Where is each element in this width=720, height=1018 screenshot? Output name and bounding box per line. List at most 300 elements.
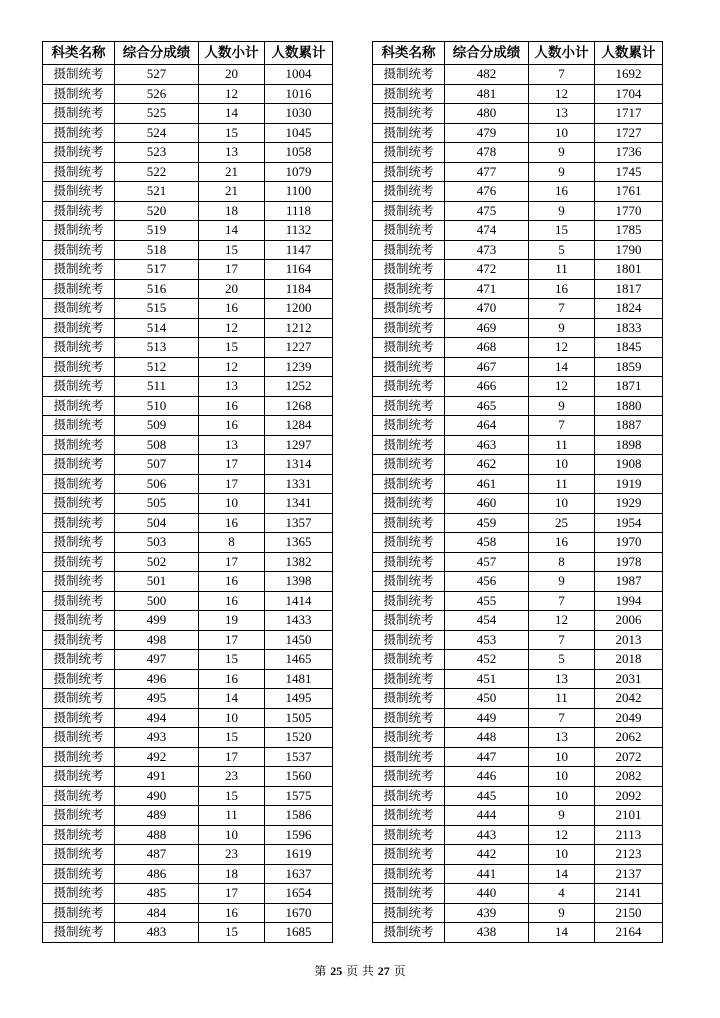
cell-count: 11 bbox=[529, 435, 595, 455]
cell-cumulative: 1685 bbox=[265, 923, 333, 943]
cell-cumulative: 1736 bbox=[595, 143, 663, 163]
cell-cumulative: 2013 bbox=[595, 630, 663, 650]
cell-cumulative: 1414 bbox=[265, 591, 333, 611]
footer-page-number: 25 bbox=[330, 964, 343, 978]
cell-cumulative: 1212 bbox=[265, 318, 333, 338]
cell-count: 15 bbox=[199, 240, 265, 260]
cell-category: 摄制统考 bbox=[373, 650, 445, 670]
cell-count: 23 bbox=[199, 767, 265, 787]
table-row bbox=[43, 806, 333, 826]
cell-category: 摄制统考 bbox=[373, 104, 445, 124]
cell-category: 摄制统考 bbox=[373, 552, 445, 572]
cell-category: 摄制统考 bbox=[373, 221, 445, 241]
cell-score: 515 bbox=[115, 299, 199, 319]
cell-score: 503 bbox=[115, 533, 199, 553]
table-row bbox=[43, 182, 333, 202]
table-row bbox=[43, 299, 333, 319]
cell-count: 16 bbox=[199, 903, 265, 923]
cell-count: 15 bbox=[199, 728, 265, 748]
cell-category: 摄制统考 bbox=[43, 825, 115, 845]
cell-count: 10 bbox=[529, 455, 595, 475]
cell-cumulative: 2042 bbox=[595, 689, 663, 709]
cell-cumulative: 1898 bbox=[595, 435, 663, 455]
cell-cumulative: 1433 bbox=[265, 611, 333, 631]
cell-cumulative: 1908 bbox=[595, 455, 663, 475]
cell-count: 14 bbox=[199, 221, 265, 241]
cell-score: 465 bbox=[445, 396, 529, 416]
header-score: 综合分成绩 bbox=[115, 42, 199, 65]
table-row bbox=[43, 864, 333, 884]
page-footer bbox=[0, 962, 720, 979]
cell-score: 481 bbox=[445, 84, 529, 104]
table-row bbox=[373, 279, 663, 299]
cell-score: 472 bbox=[445, 260, 529, 280]
table-row bbox=[43, 572, 333, 592]
cell-score: 508 bbox=[115, 435, 199, 455]
cell-cumulative: 1147 bbox=[265, 240, 333, 260]
cell-category: 摄制统考 bbox=[43, 240, 115, 260]
cell-category: 摄制统考 bbox=[373, 845, 445, 865]
cell-cumulative: 1520 bbox=[265, 728, 333, 748]
table-row bbox=[43, 318, 333, 338]
table-row bbox=[373, 806, 663, 826]
cell-category: 摄制统考 bbox=[373, 669, 445, 689]
cell-score: 467 bbox=[445, 357, 529, 377]
cell-category: 摄制统考 bbox=[373, 903, 445, 923]
cell-score: 518 bbox=[115, 240, 199, 260]
cell-cumulative: 1382 bbox=[265, 552, 333, 572]
cell-count: 13 bbox=[529, 728, 595, 748]
cell-score: 480 bbox=[445, 104, 529, 124]
cell-count: 15 bbox=[199, 923, 265, 943]
cell-cumulative: 1314 bbox=[265, 455, 333, 475]
cell-category: 摄制统考 bbox=[43, 903, 115, 923]
cell-cumulative: 1560 bbox=[265, 767, 333, 787]
cell-score: 498 bbox=[115, 630, 199, 650]
footer-prefix: 第 bbox=[314, 964, 327, 978]
cell-count: 20 bbox=[199, 65, 265, 85]
table-row bbox=[43, 84, 333, 104]
cell-count: 12 bbox=[529, 338, 595, 358]
cell-score: 522 bbox=[115, 162, 199, 182]
cell-score: 509 bbox=[115, 416, 199, 436]
table-row bbox=[373, 396, 663, 416]
cell-score: 491 bbox=[115, 767, 199, 787]
table-row bbox=[373, 221, 663, 241]
table-row bbox=[43, 416, 333, 436]
cell-cumulative: 1929 bbox=[595, 494, 663, 514]
cell-category: 摄制统考 bbox=[43, 884, 115, 904]
table-row bbox=[373, 845, 663, 865]
cell-category: 摄制统考 bbox=[43, 435, 115, 455]
table-row bbox=[43, 513, 333, 533]
cell-count: 16 bbox=[529, 279, 595, 299]
cell-category: 摄制统考 bbox=[373, 182, 445, 202]
cell-count: 9 bbox=[529, 572, 595, 592]
table-row bbox=[373, 338, 663, 358]
cell-cumulative: 1004 bbox=[265, 65, 333, 85]
cell-category: 摄制统考 bbox=[43, 104, 115, 124]
cell-score: 441 bbox=[445, 864, 529, 884]
cell-category: 摄制统考 bbox=[43, 513, 115, 533]
cell-count: 7 bbox=[529, 591, 595, 611]
cell-category: 摄制统考 bbox=[43, 396, 115, 416]
cell-category: 摄制统考 bbox=[43, 611, 115, 631]
cell-score: 444 bbox=[445, 806, 529, 826]
table-row bbox=[43, 630, 333, 650]
cell-category: 摄制统考 bbox=[373, 806, 445, 826]
cell-score: 496 bbox=[115, 669, 199, 689]
cell-cumulative: 1619 bbox=[265, 845, 333, 865]
cell-category: 摄制统考 bbox=[43, 630, 115, 650]
cell-count: 17 bbox=[199, 474, 265, 494]
cell-category: 摄制统考 bbox=[43, 747, 115, 767]
table-row bbox=[373, 903, 663, 923]
cell-category: 摄制统考 bbox=[43, 455, 115, 475]
cell-cumulative: 1252 bbox=[265, 377, 333, 397]
cell-count: 14 bbox=[199, 104, 265, 124]
cell-score: 490 bbox=[115, 786, 199, 806]
cell-category: 摄制统考 bbox=[373, 455, 445, 475]
cell-count: 9 bbox=[529, 143, 595, 163]
table-row bbox=[43, 474, 333, 494]
cell-count: 8 bbox=[199, 533, 265, 553]
cell-cumulative: 1785 bbox=[595, 221, 663, 241]
cell-category: 摄制统考 bbox=[373, 416, 445, 436]
cell-cumulative: 1284 bbox=[265, 416, 333, 436]
cell-score: 438 bbox=[445, 923, 529, 943]
table-row bbox=[43, 786, 333, 806]
cell-count: 16 bbox=[199, 669, 265, 689]
cell-score: 492 bbox=[115, 747, 199, 767]
cell-cumulative: 2164 bbox=[595, 923, 663, 943]
cell-cumulative: 1465 bbox=[265, 650, 333, 670]
cell-cumulative: 1495 bbox=[265, 689, 333, 709]
cell-cumulative: 1268 bbox=[265, 396, 333, 416]
cell-category: 摄制统考 bbox=[373, 689, 445, 709]
table-row bbox=[373, 260, 663, 280]
cell-score: 478 bbox=[445, 143, 529, 163]
table-row bbox=[43, 708, 333, 728]
cell-category: 摄制统考 bbox=[43, 338, 115, 358]
cell-category: 摄制统考 bbox=[43, 650, 115, 670]
cell-category: 摄制统考 bbox=[43, 689, 115, 709]
table-row bbox=[373, 689, 663, 709]
cell-score: 507 bbox=[115, 455, 199, 475]
table-row bbox=[373, 552, 663, 572]
cell-score: 440 bbox=[445, 884, 529, 904]
cell-score: 450 bbox=[445, 689, 529, 709]
table-row bbox=[373, 747, 663, 767]
cell-count: 23 bbox=[199, 845, 265, 865]
cell-cumulative: 1871 bbox=[595, 377, 663, 397]
cell-count: 5 bbox=[529, 240, 595, 260]
cell-count: 7 bbox=[529, 708, 595, 728]
cell-cumulative: 1817 bbox=[595, 279, 663, 299]
table-row bbox=[373, 591, 663, 611]
cell-category: 摄制统考 bbox=[43, 162, 115, 182]
cell-cumulative: 1970 bbox=[595, 533, 663, 553]
cell-score: 511 bbox=[115, 377, 199, 397]
cell-category: 摄制统考 bbox=[373, 240, 445, 260]
cell-cumulative: 1341 bbox=[265, 494, 333, 514]
cell-cumulative: 2018 bbox=[595, 650, 663, 670]
table-row bbox=[43, 455, 333, 475]
footer-total-pages: 27 bbox=[377, 964, 390, 978]
cell-category: 摄制统考 bbox=[373, 572, 445, 592]
cell-category: 摄制统考 bbox=[43, 591, 115, 611]
cell-score: 471 bbox=[445, 279, 529, 299]
cell-score: 468 bbox=[445, 338, 529, 358]
cell-category: 摄制统考 bbox=[373, 533, 445, 553]
cell-cumulative: 1118 bbox=[265, 201, 333, 221]
cell-count: 16 bbox=[199, 416, 265, 436]
cell-cumulative: 1770 bbox=[595, 201, 663, 221]
cell-score: 439 bbox=[445, 903, 529, 923]
table-row bbox=[43, 689, 333, 709]
cell-count: 16 bbox=[199, 572, 265, 592]
cell-score: 451 bbox=[445, 669, 529, 689]
cell-score: 464 bbox=[445, 416, 529, 436]
cell-score: 495 bbox=[115, 689, 199, 709]
table-row bbox=[373, 669, 663, 689]
cell-score: 462 bbox=[445, 455, 529, 475]
cell-cumulative: 2150 bbox=[595, 903, 663, 923]
cell-count: 9 bbox=[529, 201, 595, 221]
table-row bbox=[43, 611, 333, 631]
cell-cumulative: 1717 bbox=[595, 104, 663, 124]
cell-score: 494 bbox=[115, 708, 199, 728]
cell-score: 493 bbox=[115, 728, 199, 748]
cell-category: 摄制统考 bbox=[373, 630, 445, 650]
cell-score: 477 bbox=[445, 162, 529, 182]
cell-score: 469 bbox=[445, 318, 529, 338]
cell-cumulative: 1164 bbox=[265, 260, 333, 280]
cell-score: 442 bbox=[445, 845, 529, 865]
cell-cumulative: 1079 bbox=[265, 162, 333, 182]
cell-cumulative: 1987 bbox=[595, 572, 663, 592]
table-row bbox=[43, 552, 333, 572]
cell-score: 455 bbox=[445, 591, 529, 611]
cell-count: 20 bbox=[199, 279, 265, 299]
cell-score: 501 bbox=[115, 572, 199, 592]
cell-cumulative: 1801 bbox=[595, 260, 663, 280]
cell-count: 4 bbox=[529, 884, 595, 904]
table-row bbox=[373, 923, 663, 943]
table-row bbox=[373, 104, 663, 124]
cell-count: 10 bbox=[529, 747, 595, 767]
cell-score: 443 bbox=[445, 825, 529, 845]
cell-count: 17 bbox=[199, 884, 265, 904]
cell-category: 摄制统考 bbox=[43, 357, 115, 377]
cell-count: 16 bbox=[529, 533, 595, 553]
score-table-left bbox=[42, 41, 333, 943]
cell-cumulative: 2113 bbox=[595, 825, 663, 845]
cell-category: 摄制统考 bbox=[43, 728, 115, 748]
cell-category: 摄制统考 bbox=[43, 123, 115, 143]
cell-count: 16 bbox=[199, 513, 265, 533]
cell-cumulative: 1845 bbox=[595, 338, 663, 358]
table-row bbox=[43, 104, 333, 124]
table-row bbox=[43, 396, 333, 416]
cell-category: 摄制统考 bbox=[43, 708, 115, 728]
cell-count: 16 bbox=[199, 396, 265, 416]
cell-category: 摄制统考 bbox=[43, 786, 115, 806]
cell-cumulative: 1859 bbox=[595, 357, 663, 377]
table-header-row bbox=[373, 42, 663, 65]
table-row bbox=[373, 201, 663, 221]
header-count: 人数小计 bbox=[529, 42, 595, 65]
cell-category: 摄制统考 bbox=[373, 728, 445, 748]
table-row bbox=[43, 903, 333, 923]
cell-score: 513 bbox=[115, 338, 199, 358]
cell-category: 摄制统考 bbox=[43, 494, 115, 514]
cell-count: 10 bbox=[199, 494, 265, 514]
cell-cumulative: 1505 bbox=[265, 708, 333, 728]
cell-score: 510 bbox=[115, 396, 199, 416]
cell-category: 摄制统考 bbox=[43, 533, 115, 553]
table-row bbox=[373, 377, 663, 397]
table-row bbox=[43, 650, 333, 670]
cell-score: 461 bbox=[445, 474, 529, 494]
cell-category: 摄制统考 bbox=[373, 279, 445, 299]
table-row bbox=[43, 338, 333, 358]
cell-cumulative: 1994 bbox=[595, 591, 663, 611]
cell-score: 487 bbox=[115, 845, 199, 865]
cell-category: 摄制统考 bbox=[43, 923, 115, 943]
table-row bbox=[43, 845, 333, 865]
cell-cumulative: 1824 bbox=[595, 299, 663, 319]
cell-cumulative: 1365 bbox=[265, 533, 333, 553]
cell-category: 摄制统考 bbox=[43, 143, 115, 163]
cell-cumulative: 2049 bbox=[595, 708, 663, 728]
cell-count: 16 bbox=[529, 182, 595, 202]
cell-cumulative: 1297 bbox=[265, 435, 333, 455]
cell-score: 476 bbox=[445, 182, 529, 202]
cell-cumulative: 1596 bbox=[265, 825, 333, 845]
cell-count: 12 bbox=[529, 84, 595, 104]
cell-cumulative: 1692 bbox=[595, 65, 663, 85]
table-row bbox=[373, 240, 663, 260]
table-row bbox=[373, 455, 663, 475]
cell-category: 摄制统考 bbox=[43, 669, 115, 689]
cell-cumulative: 1100 bbox=[265, 182, 333, 202]
cell-count: 11 bbox=[199, 806, 265, 826]
table-row bbox=[373, 123, 663, 143]
cell-score: 449 bbox=[445, 708, 529, 728]
cell-category: 摄制统考 bbox=[373, 162, 445, 182]
cell-category: 摄制统考 bbox=[43, 260, 115, 280]
cell-score: 456 bbox=[445, 572, 529, 592]
cell-score: 519 bbox=[115, 221, 199, 241]
table-row bbox=[43, 201, 333, 221]
cell-score: 486 bbox=[115, 864, 199, 884]
cell-score: 463 bbox=[445, 435, 529, 455]
cell-count: 9 bbox=[529, 806, 595, 826]
cell-cumulative: 1239 bbox=[265, 357, 333, 377]
cell-cumulative: 1575 bbox=[265, 786, 333, 806]
cell-cumulative: 2101 bbox=[595, 806, 663, 826]
cell-count: 7 bbox=[529, 416, 595, 436]
cell-category: 摄制统考 bbox=[43, 572, 115, 592]
cell-cumulative: 1398 bbox=[265, 572, 333, 592]
cell-count: 10 bbox=[529, 786, 595, 806]
cell-cumulative: 1331 bbox=[265, 474, 333, 494]
header-cumulative: 人数累计 bbox=[265, 42, 333, 65]
table-row bbox=[373, 864, 663, 884]
cell-cumulative: 1450 bbox=[265, 630, 333, 650]
cell-cumulative: 1954 bbox=[595, 513, 663, 533]
cell-count: 9 bbox=[529, 162, 595, 182]
table-row bbox=[373, 630, 663, 650]
table-row bbox=[373, 416, 663, 436]
cell-cumulative: 1586 bbox=[265, 806, 333, 826]
cell-score: 460 bbox=[445, 494, 529, 514]
cell-category: 摄制统考 bbox=[373, 123, 445, 143]
cell-category: 摄制统考 bbox=[373, 357, 445, 377]
cell-category: 摄制统考 bbox=[373, 494, 445, 514]
cell-cumulative: 2141 bbox=[595, 884, 663, 904]
cell-count: 9 bbox=[529, 318, 595, 338]
cell-count: 17 bbox=[199, 630, 265, 650]
cell-category: 摄制统考 bbox=[373, 84, 445, 104]
cell-score: 489 bbox=[115, 806, 199, 826]
cell-cumulative: 1654 bbox=[265, 884, 333, 904]
cell-category: 摄制统考 bbox=[373, 747, 445, 767]
table-row bbox=[43, 728, 333, 748]
cell-count: 10 bbox=[529, 123, 595, 143]
cell-cumulative: 2137 bbox=[595, 864, 663, 884]
cell-score: 525 bbox=[115, 104, 199, 124]
table-row bbox=[43, 65, 333, 85]
cell-count: 16 bbox=[199, 299, 265, 319]
cell-cumulative: 1833 bbox=[595, 318, 663, 338]
cell-category: 摄制统考 bbox=[373, 260, 445, 280]
header-category: 科类名称 bbox=[373, 42, 445, 65]
table-row bbox=[373, 143, 663, 163]
cell-count: 14 bbox=[529, 357, 595, 377]
cell-count: 17 bbox=[199, 747, 265, 767]
header-cumulative: 人数累计 bbox=[595, 42, 663, 65]
cell-cumulative: 1761 bbox=[595, 182, 663, 202]
cell-category: 摄制统考 bbox=[373, 708, 445, 728]
cell-category: 摄制统考 bbox=[373, 864, 445, 884]
cell-count: 10 bbox=[199, 825, 265, 845]
cell-score: 520 bbox=[115, 201, 199, 221]
table-row bbox=[373, 884, 663, 904]
cell-category: 摄制统考 bbox=[43, 221, 115, 241]
cell-score: 470 bbox=[445, 299, 529, 319]
cell-cumulative: 1637 bbox=[265, 864, 333, 884]
cell-category: 摄制统考 bbox=[373, 338, 445, 358]
score-table-right bbox=[372, 41, 663, 943]
cell-count: 12 bbox=[529, 377, 595, 397]
cell-cumulative: 1537 bbox=[265, 747, 333, 767]
cell-cumulative: 2072 bbox=[595, 747, 663, 767]
cell-category: 摄制统考 bbox=[43, 806, 115, 826]
table-row bbox=[373, 435, 663, 455]
cell-count: 8 bbox=[529, 552, 595, 572]
cell-category: 摄制统考 bbox=[373, 318, 445, 338]
table-row bbox=[43, 357, 333, 377]
cell-score: 504 bbox=[115, 513, 199, 533]
table-row bbox=[43, 240, 333, 260]
cell-score: 482 bbox=[445, 65, 529, 85]
table-row bbox=[43, 591, 333, 611]
table-row bbox=[43, 260, 333, 280]
table-row bbox=[43, 221, 333, 241]
table-row bbox=[43, 143, 333, 163]
